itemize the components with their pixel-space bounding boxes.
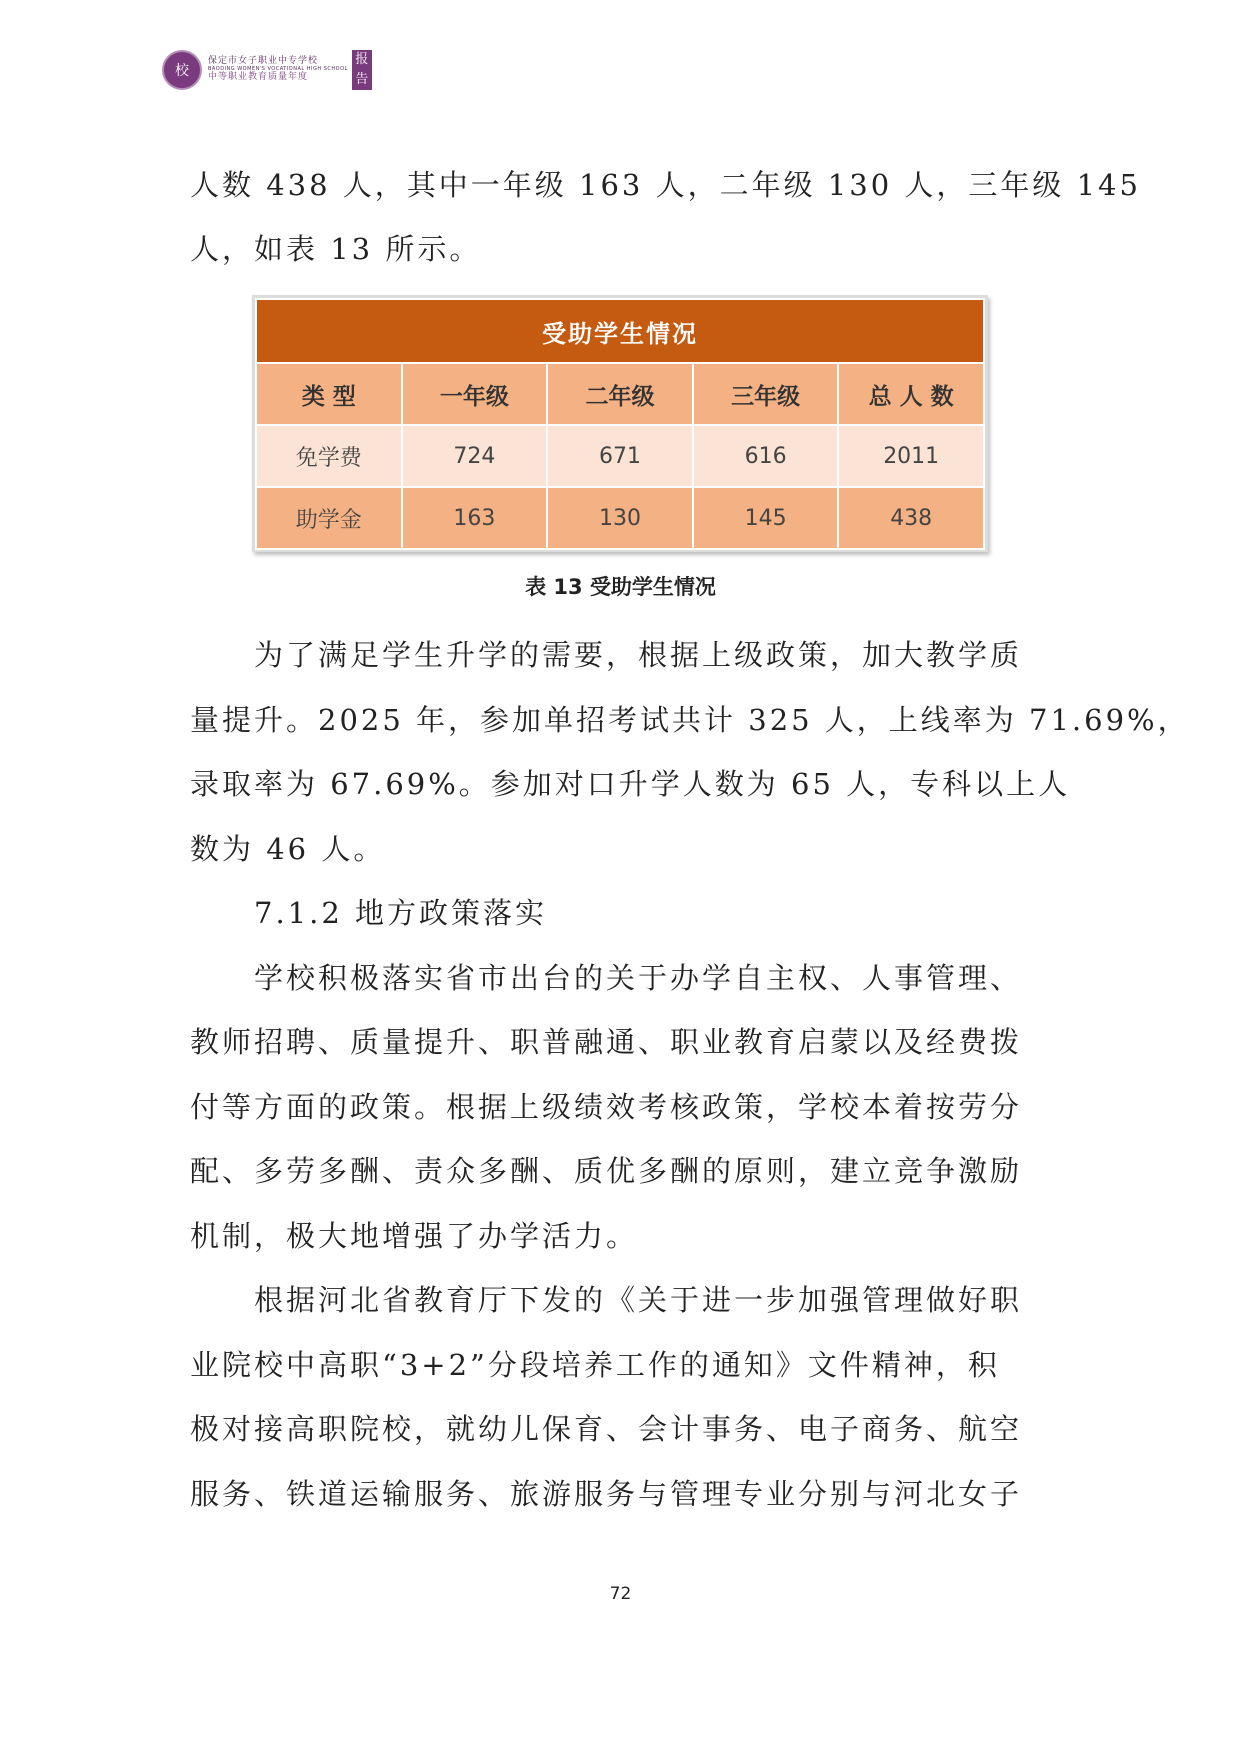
school-name-en: BAODING WOMEN'S VOCATIONAL HIGH SCHOOL bbox=[208, 66, 348, 73]
table-header: 一年级 bbox=[402, 363, 548, 425]
table-cell: 145 bbox=[693, 487, 839, 549]
table-caption: 表 13 受助学生情况 bbox=[525, 575, 716, 599]
school-name: 保定市女子职业中专学校 bbox=[208, 56, 319, 67]
table-header: 总 人 数 bbox=[838, 363, 984, 425]
paragraph-line: 配、多劳多酬、责众多酬、质优多酬的原则，建立竞争激励 bbox=[190, 1154, 1023, 1188]
table-cell: 130 bbox=[547, 487, 693, 549]
paragraph-line: 业院校中高职“3+2”分段培养工作的通知》文件精神，积 bbox=[190, 1348, 1000, 1382]
paragraph-line: 人，如表 13 所示。 bbox=[190, 232, 482, 266]
table-title: 受助学生情况 bbox=[256, 299, 984, 363]
page-number: 72 bbox=[609, 1584, 632, 1604]
table-row bbox=[256, 425, 984, 487]
table-cell: 438 bbox=[838, 487, 984, 549]
report-title: 中等职业教育质量年度 bbox=[208, 71, 309, 82]
paragraph-line: 量提升。2025 年，参加单招考试共计 325 人，上线率为 71.69%， bbox=[190, 703, 1190, 737]
header-text bbox=[208, 57, 348, 82]
paragraph-line: 为了满足学生升学的需要，根据上级政策，加大教学质 bbox=[254, 638, 1023, 672]
table-cell: 616 bbox=[693, 425, 839, 487]
paragraph-line: 根据河北省教育厅下发的《关于进一步加强管理做好职 bbox=[254, 1283, 1023, 1317]
section-heading: 7.1.2 地方政策落实 bbox=[254, 896, 548, 930]
table-header: 二年级 bbox=[547, 363, 693, 425]
paragraph-line: 极对接高职院校，就幼儿保育、会计事务、电子商务、航空 bbox=[190, 1412, 1023, 1446]
table-header: 类 型 bbox=[256, 363, 402, 425]
table-cell: 2011 bbox=[838, 425, 984, 487]
report-header bbox=[162, 48, 372, 92]
table-cell: 助学金 bbox=[256, 487, 402, 549]
paragraph-line: 人数 438 人，其中一年级 163 人，二年级 130 人，三年级 145 bbox=[190, 168, 1141, 202]
table-cell: 671 bbox=[547, 425, 693, 487]
paragraph-line: 数为 46 人。 bbox=[190, 832, 386, 866]
report-badge: 报告 bbox=[352, 50, 372, 90]
table-cell: 163 bbox=[402, 487, 548, 549]
table-row bbox=[256, 487, 984, 549]
paragraph-line: 付等方面的政策。根据上级绩效考核政策，学校本着按劳分 bbox=[190, 1090, 1023, 1124]
aid-table bbox=[252, 295, 988, 552]
paragraph-line: 录取率为 67.69%。参加对口升学人数为 65 人，专科以上人 bbox=[190, 767, 1071, 801]
paragraph-line: 教师招聘、质量提升、职普融通、职业教育启蒙以及经费拨 bbox=[190, 1025, 1023, 1059]
table-cell: 免学费 bbox=[256, 425, 402, 487]
paragraph-line: 学校积极落实省市出台的关于办学自主权、人事管理、 bbox=[254, 961, 1023, 995]
table-cell: 724 bbox=[402, 425, 548, 487]
school-logo-icon: 校 bbox=[162, 50, 202, 90]
paragraph-line: 服务、铁道运输服务、旅游服务与管理专业分别与河北女子 bbox=[190, 1477, 1023, 1511]
paragraph-line: 机制，极大地增强了办学活力。 bbox=[190, 1219, 639, 1253]
table-header: 三年级 bbox=[693, 363, 839, 425]
